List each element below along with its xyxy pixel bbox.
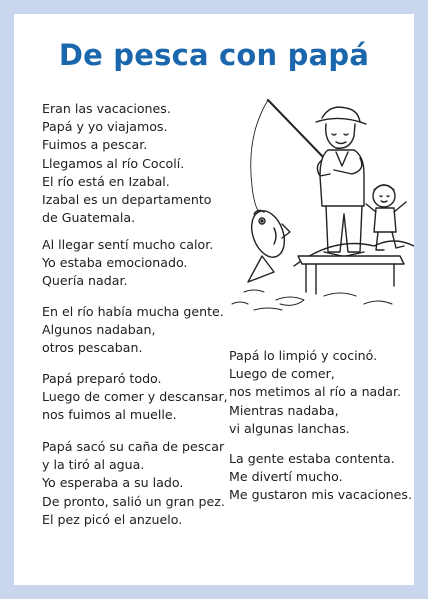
story-line: El pez picó el anzuelo. [42, 511, 183, 527]
story-line: otros pescaban. [42, 340, 143, 356]
story-line: Luego de comer y descansar, [42, 389, 228, 405]
story-line: Me gustaron mis vacaciones. [229, 487, 412, 503]
story-line: vi algunas lanchas. [229, 420, 350, 436]
story-line: Papá preparó todo. [42, 371, 162, 386]
story-line: Mientras nadaba, [229, 402, 339, 418]
father-figure [316, 107, 366, 256]
story-line: de Guatemala. [42, 210, 136, 226]
child-figure [366, 185, 406, 250]
story-line: Fuimos a pescar. [42, 137, 148, 153]
page-title: De pesca con papá [58, 38, 370, 72]
stanza-4 [42, 370, 228, 425]
fish-icon [246, 206, 291, 282]
story-line: Eran las vacaciones. [42, 101, 171, 116]
fishing-line [251, 100, 268, 214]
story-line: Me divertí mucho. [229, 469, 343, 485]
story-line: Papá lo limpió y cocinó. [229, 348, 378, 363]
story-line: De pronto, salió un gran pez. [42, 493, 225, 509]
story-line: Luego de comer, [229, 366, 335, 382]
story-line: nos fuimos al muelle. [42, 407, 177, 423]
story-line: Papá y yo viajamos. [42, 119, 168, 135]
story-line: Algunos nadaban, [42, 322, 156, 338]
story-line: y la tiró al agua. [42, 457, 145, 473]
stanza-1 [42, 100, 211, 227]
fishing-illustration [224, 96, 414, 316]
fishing-rod [268, 100, 324, 158]
story-line: En el río había mucha gente. [42, 304, 224, 319]
stanza-3 [42, 303, 224, 358]
story-line: nos metimos al río a nadar. [229, 384, 402, 400]
story-line: Al llegar sentí mucho calor. [42, 237, 214, 252]
stanza-7 [229, 450, 412, 505]
water-ripples [232, 290, 392, 310]
dock [298, 256, 404, 294]
story-page [14, 14, 414, 585]
stanza-6 [229, 347, 401, 438]
story-line: Yo esperaba a su lado. [42, 475, 184, 491]
story-line: Llegamos al río Cocolí. [42, 155, 185, 171]
stanza-2 [42, 236, 213, 291]
story-line: Papá sacó su caña de pescar [42, 439, 225, 454]
story-line: Izabal es un departamento [42, 192, 212, 208]
story-line: La gente estaba contenta. [229, 451, 395, 466]
stanza-5 [42, 438, 225, 529]
story-line: Yo estaba emocionado. [42, 255, 188, 271]
story-line: El río está en Izabal. [42, 173, 170, 189]
story-line: Quería nadar. [42, 273, 128, 289]
